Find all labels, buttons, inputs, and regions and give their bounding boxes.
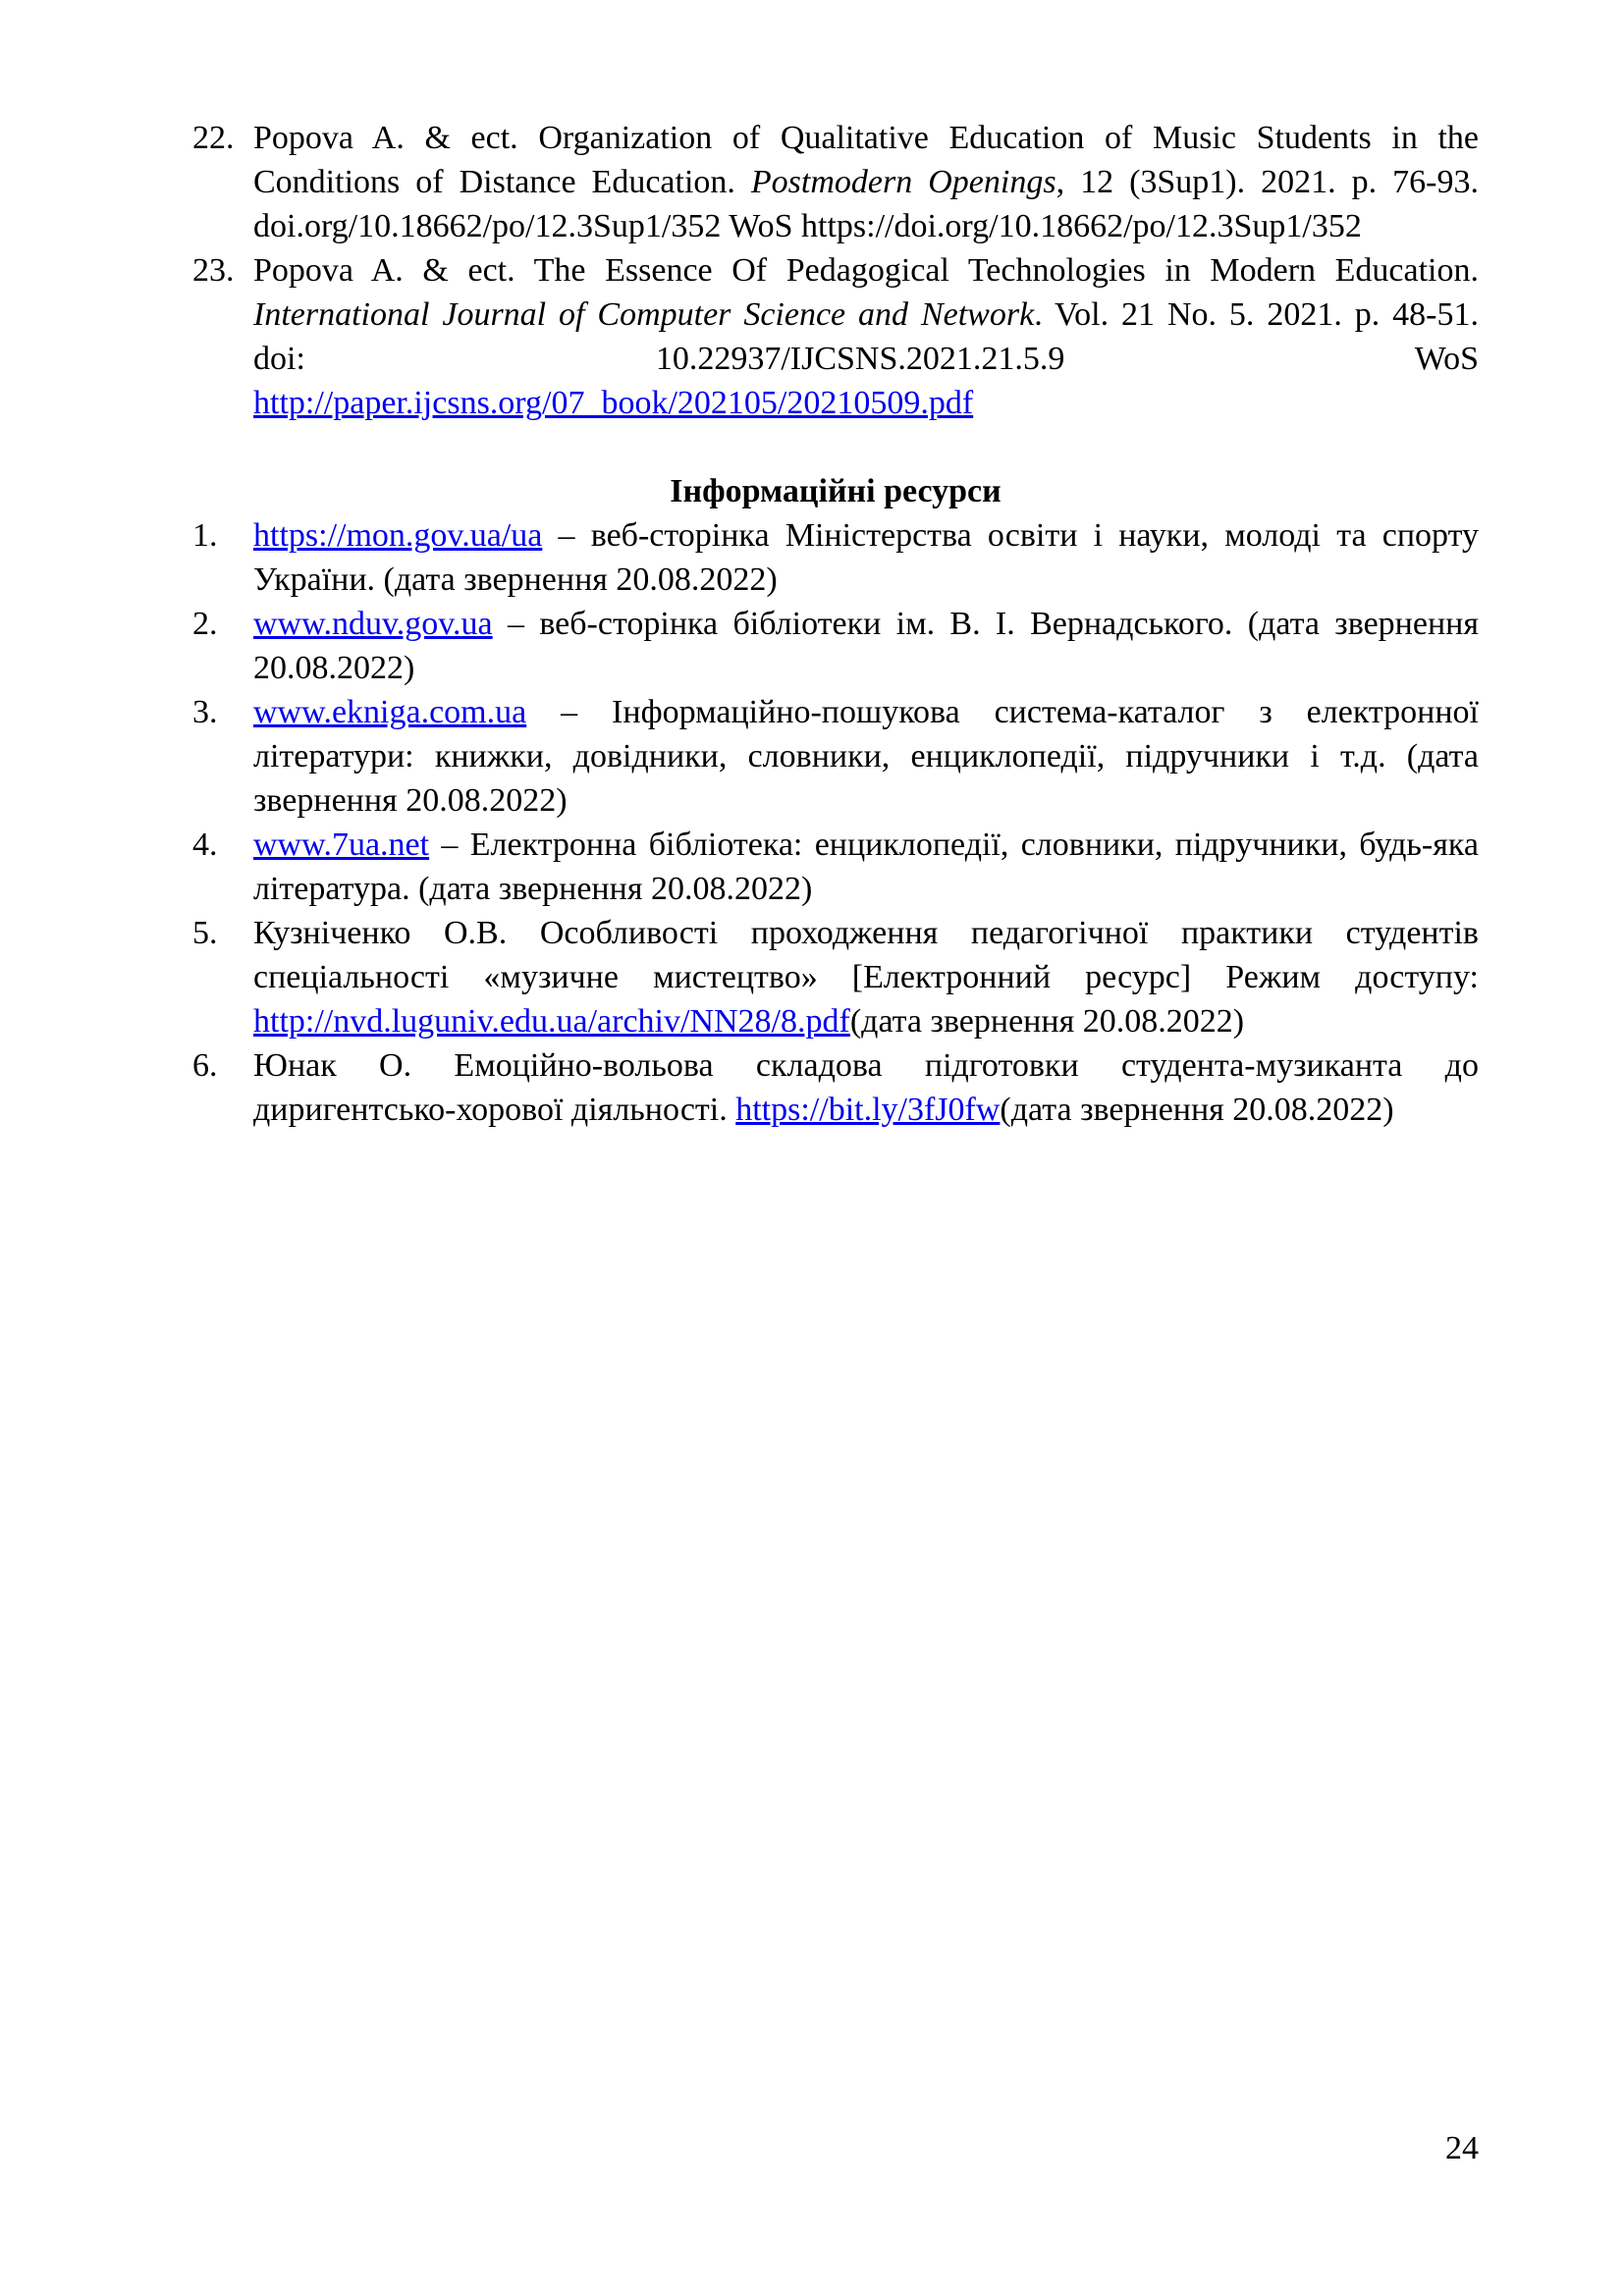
resource-link[interactable]: http://nvd.luguniv.edu.ua/archiv/NN28/8.pdf <box>253 1003 850 1040</box>
page-number: 24 <box>1445 2130 1479 2166</box>
resource-link[interactable]: www.ekniga.com.ua <box>253 694 527 730</box>
resource-number: 4. <box>192 827 218 863</box>
resource-number: 5. <box>192 915 218 951</box>
resource-item <box>192 911 1479 1043</box>
reference-number: 23. <box>192 252 235 289</box>
reference-link[interactable]: http://paper.ijcsns.org/07_book/202105/20210509.pdf <box>253 385 974 421</box>
reference-details: , 12 (3Sup1). 2021. p. 76-93. doi.org/10.18662/po/12.3Sup1/352 WoS https://doi.org/10.18662/po/12.3Sup1/352 <box>253 164 1479 244</box>
resource-number: 2. <box>192 606 218 642</box>
resource-text: – веб-сторінка Міністерства освіти і науки, молоді та спорту України. (дата звернення 20.08.2022) <box>253 517 1479 598</box>
resource-item <box>192 690 1479 823</box>
resource-item <box>192 823 1479 911</box>
reference-authors: Popova A. & ect. <box>253 252 515 289</box>
resource-number: 1. <box>192 517 218 554</box>
resource-date: (дата звернення 20.08.2022) <box>849 1003 1245 1040</box>
resource-item <box>192 513 1479 602</box>
resource-item <box>192 602 1479 690</box>
resource-link[interactable]: www.7ua.net <box>253 827 430 863</box>
resource-number: 3. <box>192 694 218 730</box>
resource-text: – Електронна бібліотека: енциклопедії, словники, підручники, будь-яка література. (дата звернення 20.08.2022) <box>253 827 1479 907</box>
resource-link[interactable]: https://bit.ly/3fJ0fw <box>735 1092 1001 1128</box>
resource-link[interactable]: https://mon.gov.ua/ua <box>253 517 543 554</box>
resource-text: – веб-сторінка бібліотеки ім. В. І. Вернадського. (дата звернення 20.08.2022) <box>253 606 1479 686</box>
reference-authors: Popova A. & ect. <box>253 120 518 156</box>
resource-link[interactable]: www.nduv.gov.ua <box>253 606 493 642</box>
resource-text: – Інформаційно-пошукова система-каталог з електронної літератури: книжки, довідники, словники, енциклопедії, підручники і т.д. (дата звернення 20.08.2022) <box>253 694 1479 819</box>
reference-title: Organization of Qualitative Education of Music Students in the Conditions of Distance Education. <box>253 120 1480 200</box>
page-content <box>192 116 1479 1132</box>
resource-text: Юнак О. Емоційно-вольова складова підготовки студента-музиканта до диригентсько-хорової діяльності. <box>253 1047 1479 1128</box>
reference-item <box>192 248 1479 425</box>
resource-item <box>192 1043 1479 1132</box>
resource-date: (дата звернення 20.08.2022) <box>1000 1092 1394 1128</box>
resource-text: Кузніченко О.В. Особливості проходження педагогічної практики студентів спеціальності «музичне мистецтво» [Електронний ресурс] Режим доступу: <box>253 915 1479 995</box>
reference-journal: Postmodern Openings <box>750 164 1056 200</box>
section-heading: Інформаційні ресурси <box>670 473 1001 509</box>
reference-title: The Essence Of Pedagogical Technologies in Modern Education. <box>533 252 1480 289</box>
reference-journal: International Journal of Computer Science and Network <box>253 296 1035 333</box>
resource-number: 6. <box>192 1047 218 1084</box>
reference-number: 22. <box>192 120 235 156</box>
reference-details: . Vol. 21 No. 5. 2021. p. 48-51. doi: 10.22937/IJCSNS.2021.21.5.9 WoS <box>253 296 1479 377</box>
reference-item <box>192 116 1479 248</box>
